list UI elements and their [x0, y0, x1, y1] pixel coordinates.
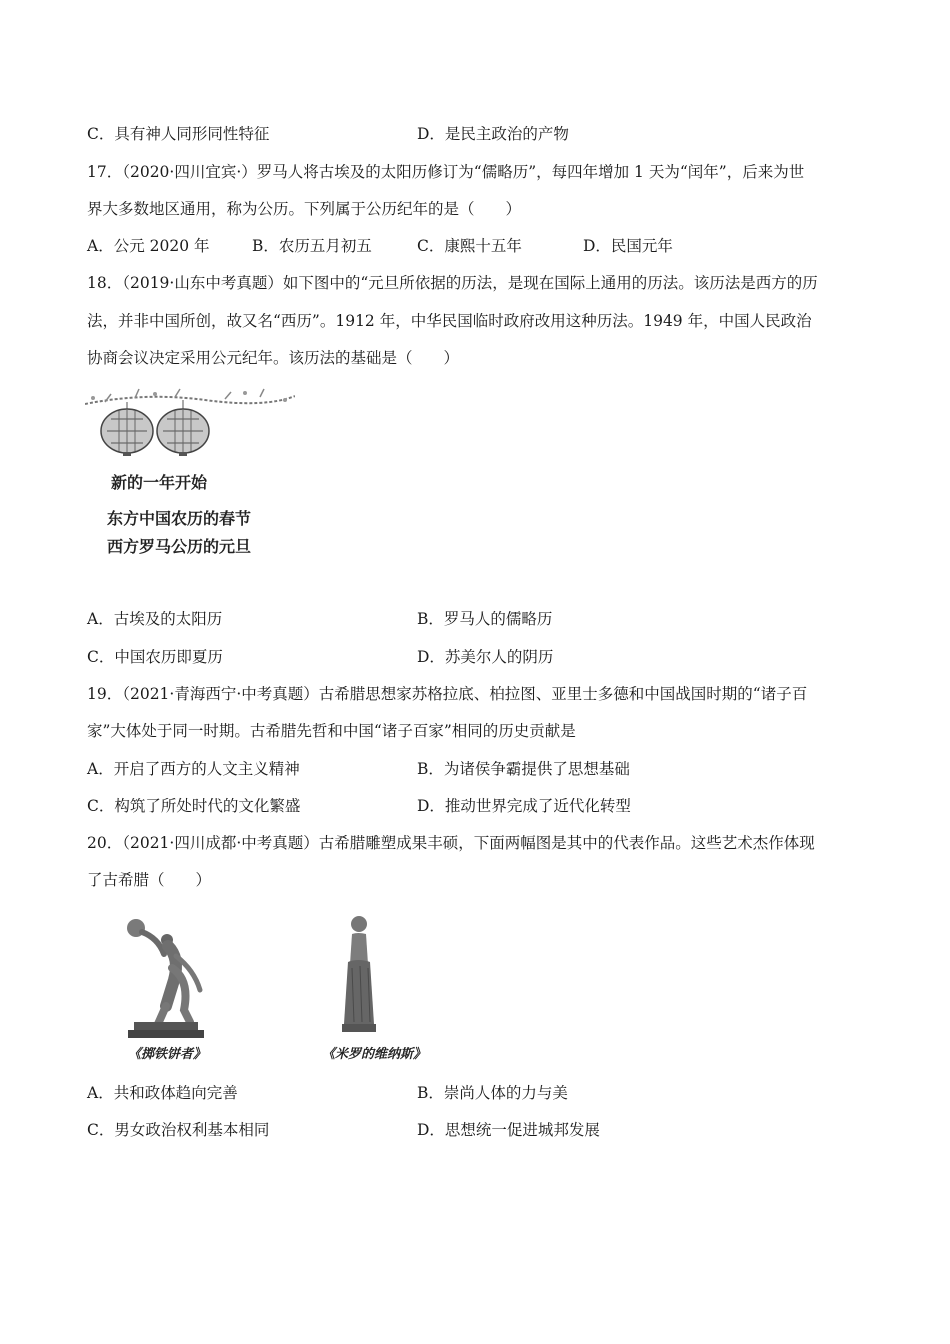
figure-caption-1: 新的一年开始 — [111, 473, 208, 492]
figure-caption-2: 东方中国农历的春节 — [107, 509, 252, 528]
q17-stem-line1: 17．（2020·四川宜宾·）罗马人将古埃及的太阳历修订为“儒略历”，每四年增加 1 天为“闰年”，后来为世 — [87, 163, 805, 181]
q20-stem-line1: 20．（2021·四川成都·中考真题）古希腊雕塑成果丰硕，下面两幅图是其中的代表作品。这些艺术杰作体现 — [87, 834, 815, 852]
q18-option-d[interactable]: D．苏美尔人的阴历 — [417, 648, 554, 666]
statue-caption-venus: 《米罗的维纳斯》 — [322, 1047, 427, 1062]
q17-stem-line2: 界大多数地区通用，称为公历。下列属于公历纪年的是（ ） — [87, 200, 522, 218]
q19-option-a[interactable]: A．开启了西方的人文主义精神 — [87, 760, 300, 778]
q20-option-d[interactable]: D．思想统一促进城邦发展 — [417, 1121, 600, 1139]
q20-stem-line2: 了古希腊（ ） — [87, 871, 212, 889]
q17-option-d[interactable]: D．民国元年 — [583, 237, 673, 255]
q19-option-b[interactable]: B．为诸侯争霸提供了思想基础 — [417, 760, 630, 778]
q20-option-c[interactable]: C．男女政治权利基本相同 — [87, 1121, 270, 1139]
q19-stem-line2: 家”大体处于同一时期。古希腊先哲和中国“诸子百家”相同的历史贡献是 — [87, 722, 576, 740]
q19-option-d[interactable]: D．推动世界完成了近代化转型 — [417, 797, 631, 815]
q17-option-a[interactable]: A．公元 2020 年 — [87, 237, 210, 255]
figure-caption-3: 西方罗马公历的元旦 — [107, 537, 252, 556]
calendar-figure — [85, 386, 295, 561]
q17-option-b[interactable]: B．农历五月初五 — [252, 237, 372, 255]
q20-option-a[interactable]: A．共和政体趋向完善 — [87, 1084, 238, 1102]
q19-option-c[interactable]: C．构筑了所处时代的文化繁盛 — [87, 797, 301, 815]
q19-stem-line1: 19．（2021·青海西宁·中考真题）古希腊思想家苏格拉底、柏拉图、亚里士多德和中国战国时期的“诸子百 — [87, 685, 808, 703]
lantern-branch-image — [85, 386, 295, 466]
q18-stem-line1: 18．（2019·山东中考真题）如下图中的“元旦所依据的历法，是现在国际上通用的历法。该历法是西方的历 — [87, 274, 818, 292]
q18-stem-line3: 协商会议决定采用公元纪年。该历法的基础是（ ） — [87, 349, 460, 367]
q16-option-c[interactable]: C．具有神人同形同性特征 — [87, 125, 270, 143]
statue-caption-discobolus: 《掷铁饼者》 — [128, 1047, 207, 1062]
q20-option-b[interactable]: B．崇尚人体的力与美 — [417, 1084, 568, 1102]
q18-option-a[interactable]: A．古埃及的太阳历 — [87, 610, 223, 628]
q18-option-b[interactable]: B．罗马人的儒略历 — [417, 610, 553, 628]
q18-option-c[interactable]: C．中国农历即夏历 — [87, 648, 223, 666]
q17-option-c[interactable]: C．康熙十五年 — [417, 237, 522, 255]
discobolus-image — [120, 910, 210, 1040]
venus-de-milo-image — [328, 912, 388, 1042]
q18-stem-line2: 法，并非中国所创，故又名“西历”。1912 年，中华民国临时政府改用这种历法。1949 年，中国人民政治 — [87, 312, 812, 330]
q16-option-d[interactable]: D．是民主政治的产物 — [417, 125, 569, 143]
